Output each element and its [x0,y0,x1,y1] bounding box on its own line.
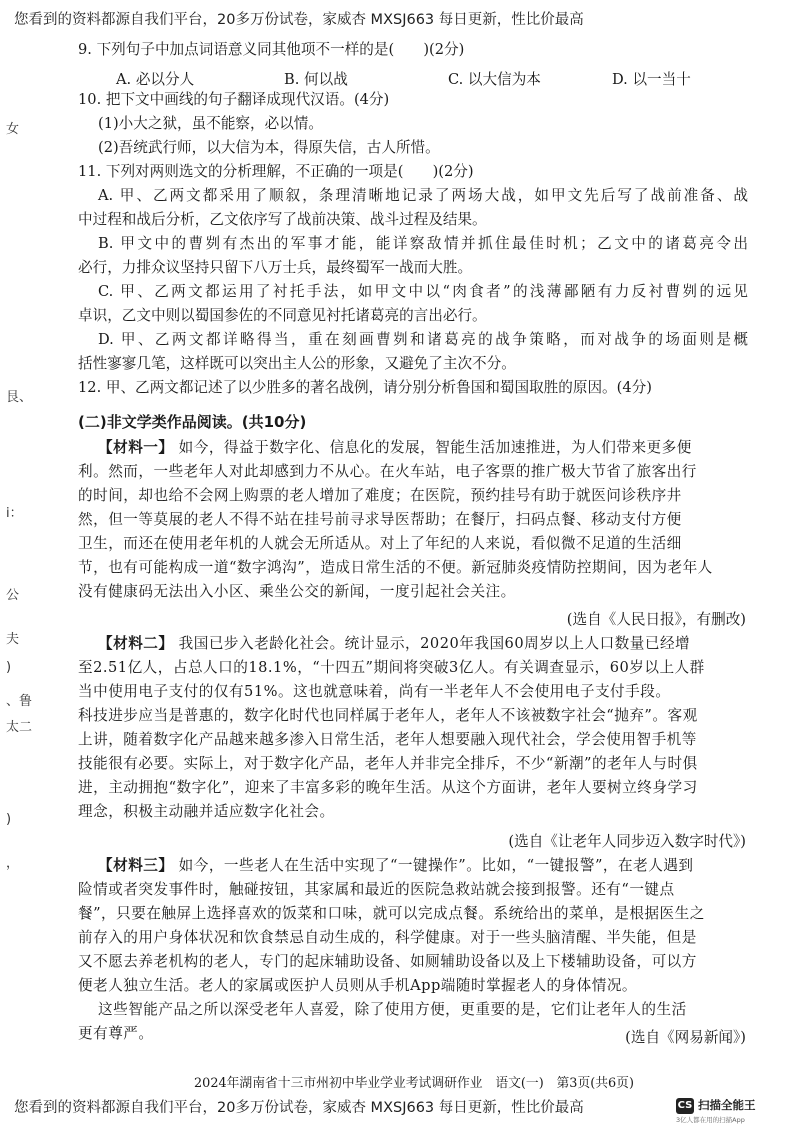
material-2-line: 进，主动拥抱“数字化”，迎来了丰富多彩的晚年生活。从这个方面讲，老年人要树立终身学习 [78,779,698,796]
q10-stem: 10. 把下文中画线的句子翻译成现代汉语。(4分) [78,91,390,108]
camscanner-badge-icon: CS [676,1098,694,1114]
material-2 [98,634,690,654]
q9-option-c: C. 以大信为本 [448,71,541,88]
material-1-label: 【材料一】 [98,439,174,456]
edge-mark: 太二 [6,720,33,735]
material-1-line: 没有健康码无法出入小区、乘坐公交的新闻，一度引起社会关注。 [78,583,516,600]
edge-mark: ) [6,660,12,675]
q12-stem: 12. 甲、乙两文都记述了以少胜多的著名战例，请分别分析鲁国和蜀国取胜的原因。(4分) [78,379,652,396]
material-1-line: 如今，得益于数字化、信息化的发展，智能生活加速推进，为人们带来更多便 [178,439,692,456]
material-2-line: 理念，积极主动融并适应数字化社会。 [78,803,335,820]
material-3-line: 险情或者突发事件时，触碰按钮，其家属和最近的医院急救站就会接到报警。还有“一键点 [78,881,675,898]
q9-option-a: A. 必以分人 [116,71,195,88]
material-1-line: 利。然而，一些老年人对此却感到力不从心。在火车站，电子客票的推广极大节省了旅客出行 [78,463,697,480]
q9-option-b: B. 何以战 [284,71,348,88]
q11-line: 卓识，乙文中则以蜀国参佐的不同意见衬托诸葛亮的言出必行。 [78,307,487,324]
q11-line: A. 甲、乙两文都采用了顺叙，条理清晰地记录了两场大战，如甲文先后写了战前准备、战 [98,187,748,204]
q11-line: 必行，力排众议坚持只留下八万士兵，最终蜀军一战而大胜。 [78,259,473,276]
page-footer: 2024年湖南省十三市州初中毕业学业考试调研作业 语文(一) 第3页(共6页) [194,1076,634,1091]
edge-mark: i： [6,506,23,521]
edge-mark: 艮、 [6,390,33,405]
material-3-label: 【材料三】 [98,857,174,874]
camscanner-tagline: 3亿人都在用的扫描App [676,1116,745,1124]
material-2-line: 当中使用电子支付的仅有51%。这也就意味着，尚有一半老年人不会使用电子支付手段。 [78,683,671,700]
material-2-line: 我国已步入老龄化社会。统计显示，2020年我国60周岁以上人口数量已经增 [178,635,691,652]
material-2-line: 上讲，随着数字化产品越来越多渗入日常生活，老年人想要融入现代社会，学会使用智手机等 [78,731,697,748]
material-3-line: 便老人独立生活。老人的家属或医护人员则从手机App端随时掌握老人的身体情况。 [78,977,638,994]
q11-line: 括性寥寥几笔，这样既可以突出主人公的形象，又避免了主次不分。 [78,355,516,372]
material-2-label: 【材料二】 [98,635,174,652]
material-3-source: (选自《网易新闻》) [625,1029,746,1046]
q11-line: D. 甲、乙两文都详略得当，重在刻画曹刿和诸葛亮的战争策略，而对战争的场面则是概 [98,331,748,348]
material-3-line: 又不愿去养老机构的老人，专门的起床辅助设备、如厕辅助设备以及上下楼辅助设备，可以方 [78,953,697,970]
bottom-banner: 您看到的资料都源自我们平台，20多万份试卷，家威杏 MXSJ663 每日更新，性比价最高 [14,1100,584,1116]
material-3-line: 更有尊严。 [78,1025,154,1042]
q9-stem: 9. 下列句子中加点词语意义同其他项不一样的是( )(2分) [78,41,465,58]
section-title: (二)非文学类作品阅读。(共10分) [78,413,307,431]
camscanner-name: 扫描全能王 [698,1098,756,1112]
edge-mark: ， [6,856,20,871]
edge-mark: 女 [6,122,20,137]
q11-stem: 11. 下列对两则选文的分析理解，不正确的一项是( )(2分) [78,163,474,180]
material-1-line: 卫生，而还在使用老年机的人就会无所适从。对上了年纪的人来说，看似微不足道的生活细 [78,535,682,552]
material-1-line: 然，但一等莫展的老人不得不站在挂号前寻求导医帮助；在餐厅，扫码点餐、移动支付方便 [78,511,682,528]
material-2-line: 技能很有必要。实际上，对于数字化产品，老年人并非完全排斥，不少“新潮”的老年人与时俱 [78,755,698,772]
material-3-line: 前存入的用户身体状况和饮食禁忌自动生成的，科学健康。对于一些头脑清醒、半失能，但是 [78,929,697,946]
material-2-source: (选自《让老年人同步迈入数字时代》) [508,833,746,850]
material-3 [98,856,693,876]
q11-line: B. 甲文中的曹刿有杰出的军事才能，能详察敌情并抓住最佳时机；乙文中的诸葛亮令出 [98,235,748,252]
edge-mark: ) [6,812,12,827]
material-2-line: 科技进步应当是普惠的，数字化时代也同样属于老年人，老年人不该被数字社会“抛弃”。客观 [78,707,698,724]
camscanner-logo [676,1096,794,1122]
material-1-line: 的时间，却也给不会网上购票的老人增加了难度；在医院，预约挂号有助于就医问诊秩序井 [78,487,682,504]
edge-mark: 、鲁 [6,694,33,709]
material-3-line: 这些智能产品之所以深受老年人喜爱，除了使用方便，更重要的是，它们让老年人的生活 [98,1001,687,1018]
material-1 [98,438,692,458]
top-banner: 您看到的资料都源自我们平台，20多万份试卷，家威杏 MXSJ663 每日更新，性比价最高 [14,12,584,28]
exam-page [78,34,750,1094]
q10-item-1: (1)小大之狱，虽不能察，必以情。 [98,115,323,132]
edge-mark: 公 [6,588,20,603]
material-3-line: 如今，一些老人在生活中实现了“一键操作”。比如，“一键报警”，在老人遇到 [178,857,694,874]
q11-line: 中过程和战后分析，乙文依序写了战前决策、战斗过程及结果。 [78,211,487,228]
material-1-line: 节，也有可能构成一道“数字鸿沟”，造成日常生活的不便。新冠肺炎疫情防控期间，因为老年人 [78,559,713,576]
material-2-line: 至2.51亿人，占总人口的18.1%，“十四五”期间将突破3亿人。有关调查显示，60岁以上人群 [78,659,705,676]
q11-line: C. 甲、乙两文都运用了衬托手法，如甲文中以“肉食者”的浅薄鄙陋有力反衬曹刿的远见 [98,283,748,300]
material-1-source: (选自《人民日报》，有删改) [566,611,746,628]
material-3-line: 餐”，只要在触屏上选择喜欢的饭菜和口味，就可以完成点餐。系统给出的菜单，是根据医生之 [78,905,705,922]
q10-item-2: (2)吾统武行师，以大信为本，得原失信，古人所惜。 [98,139,440,156]
q9-option-d: D. 以一当十 [612,71,691,88]
edge-mark: 夫 [6,632,20,647]
